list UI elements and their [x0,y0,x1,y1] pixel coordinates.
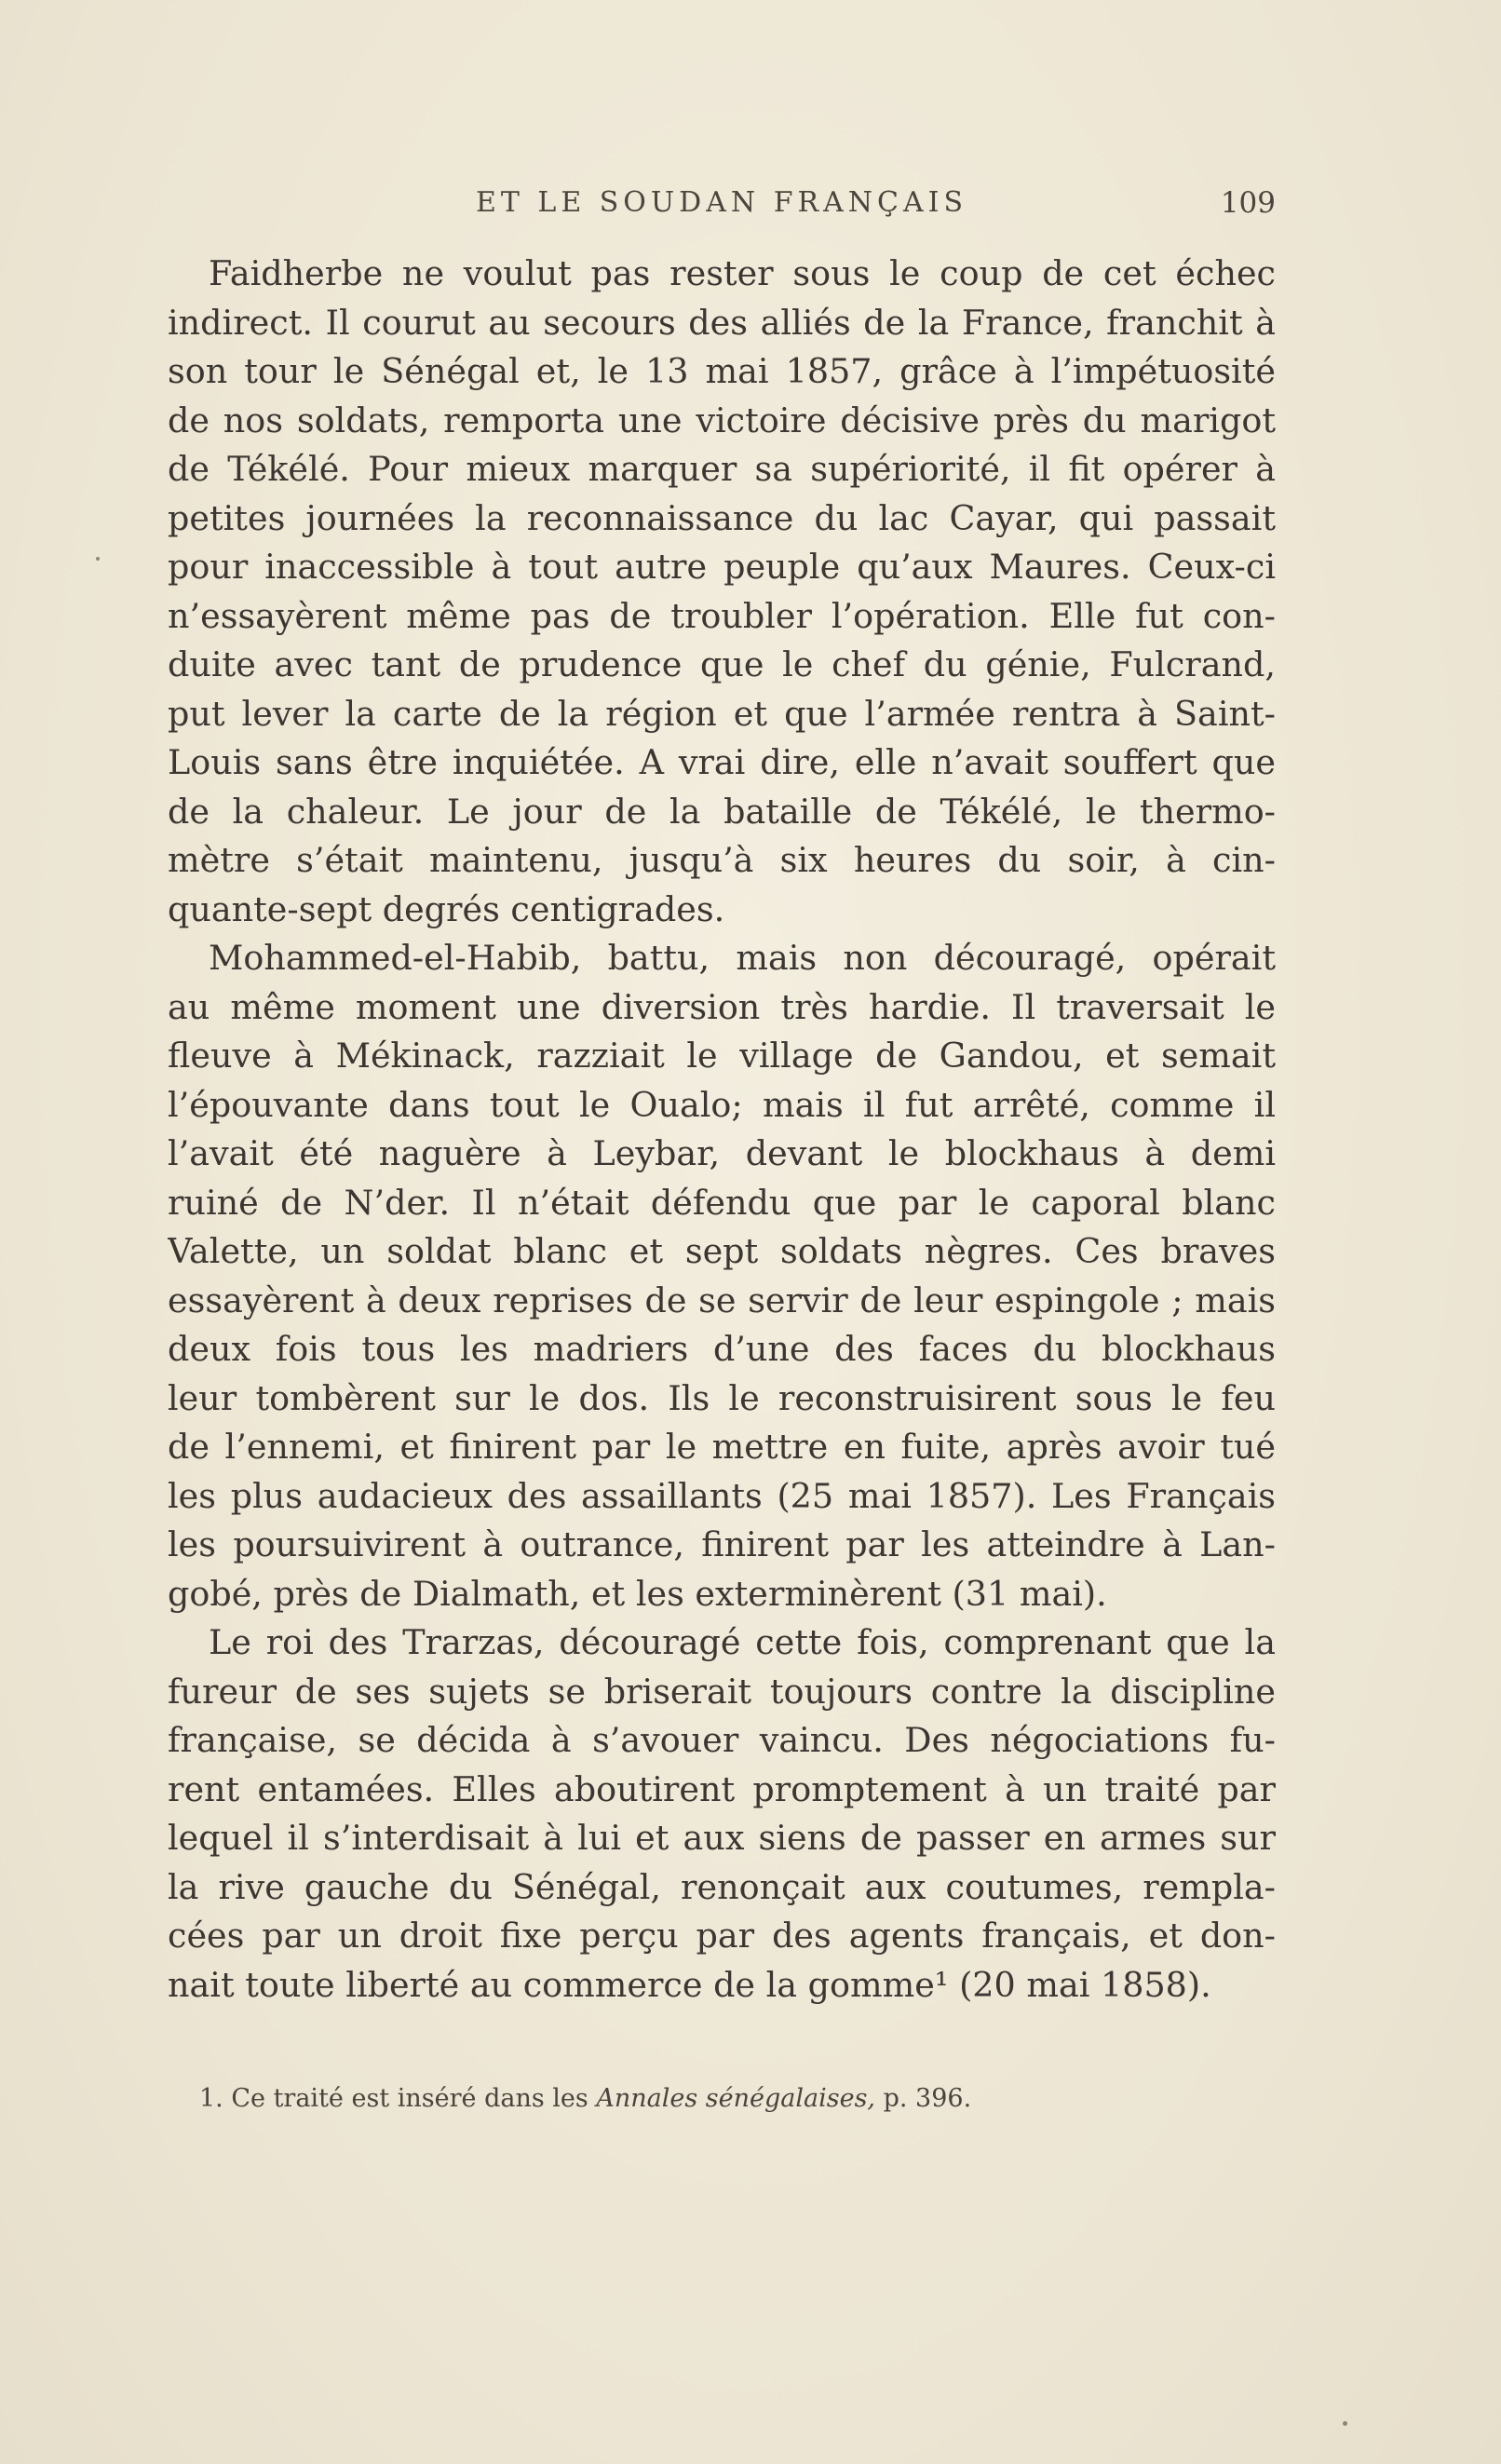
text-line: quante-sept degrés centigrades. [168,888,725,929]
page-number: 109 [1220,186,1276,220]
text-line: put lever la carte de la région et que l’armée rentra à Saint- [168,693,1276,734]
text-line: son tour le Sénégal et, le 13 mai 1857, grâce à l’impétuosité [168,351,1276,391]
text-line: leur tombèrent sur le dos. Ils le reconstruisirent sous le feu [168,1377,1276,1418]
text-line: petites journées la reconnaissance du lac Cayar, qui passait [168,497,1276,538]
text-line: fleuve à Mékinack, razziait le village de Gandou, et semait [168,1036,1276,1076]
text-line: deux fois tous les madriers d’une des faces du blockhaus [168,1329,1276,1369]
text-line: mètre s’était maintenu, jusqu’à six heures du soir, à cin- [168,840,1276,880]
body-text [168,250,1276,2010]
text-line: fureur de ses sujets se briserait toujours contre la discipline [168,1671,1276,1712]
text-line: de Tékélé. Pour mieux marquer sa supériorité, il fit opérer à [168,449,1276,489]
text-line: rent entamées. Elles aboutirent promptement à un traité par [168,1768,1276,1809]
text-line: les plus audacieux des assaillants (25 mai 1857). Les Français [168,1475,1276,1516]
text-line: les poursuivirent à outrance, finirent par les atteindre à Lan- [168,1524,1276,1564]
text-line: Valette, un soldat blanc et sept soldats nègres. Ces braves [168,1231,1276,1271]
footnote [199,2082,1270,2116]
text-line: l’épouvante dans tout le Oualo; mais il fut arrêté, comme il [168,1084,1276,1125]
text-line: de l’ennemi, et finirent par le mettre en fuite, après avoir tué [168,1427,1276,1467]
paper-speck [1343,2421,1347,2426]
paper-speck [96,557,100,561]
running-title: ET LE SOUDAN FRANÇAIS [475,186,968,219]
text-line: de la chaleur. Le jour de la bataille de Tékélé, le thermo- [168,791,1276,832]
footnote-text-after: p. 396. [883,2084,972,2113]
running-head [168,186,1276,233]
text-line: Le roi des Trarzas, découragé cette fois, comprenant que la [209,1622,1276,1662]
text-line: Faidherbe ne voulut pas rester sous le coup de cet échec [209,253,1276,293]
text-line: indirect. Il courut au secours des alliés de la France, franchit à [168,302,1276,343]
text-line: pour inaccessible à tout autre peuple qu’aux Maures. Ceux-ci [168,547,1276,587]
text-line: n’essayèrent même pas de troubler l’opération. Elle fut con- [168,595,1276,636]
text-line: française, se décida à s’avouer vaincu. Des négociations fu- [168,1720,1276,1760]
text-line: lequel il s’interdisait à lui et aux siens de passer en armes sur [168,1818,1276,1858]
text-line: la rive gauche du Sénégal, renonçait aux coutumes, rempla- [168,1866,1276,1907]
text-line: Louis sans être inquiétée. A vrai dire, elle n’avait souffert que [168,742,1276,782]
text-line: cées par un droit fixe perçu par des agents français, et don- [168,1916,1276,1956]
text-line: nait toute liberté au commerce de la gomme¹ (20 mai 1858). [168,1964,1211,2005]
footnote-number: 1. [199,2084,223,2113]
text-line: essayèrent à deux reprises de se servir de leur espingole ; mais [168,1279,1276,1320]
footnote-text-before: Ce traité est inséré dans les [231,2084,588,2113]
text-line: l’avait été naguère à Leybar, devant le blockhaus à demi [168,1133,1276,1173]
text-line: au même moment une diversion très hardie. Il traversait le [168,986,1276,1027]
text-line: gobé, près de Dialmath, et les exterminèrent (31 mai). [168,1573,1107,1614]
text-line: duite avec tant de prudence que le chef du génie, Fulcrand, [168,644,1276,684]
footnote-italic-title: Annales sénégalaises, [596,2084,876,2113]
text-line: de nos soldats, remporta une victoire décisive près du marigot [168,399,1276,440]
text-line: ruiné de N’der. Il n’était défendu que par le caporal blanc [168,1182,1276,1223]
text-line: Mohammed-el-Habib, battu, mais non découragé, opérait [209,938,1276,978]
